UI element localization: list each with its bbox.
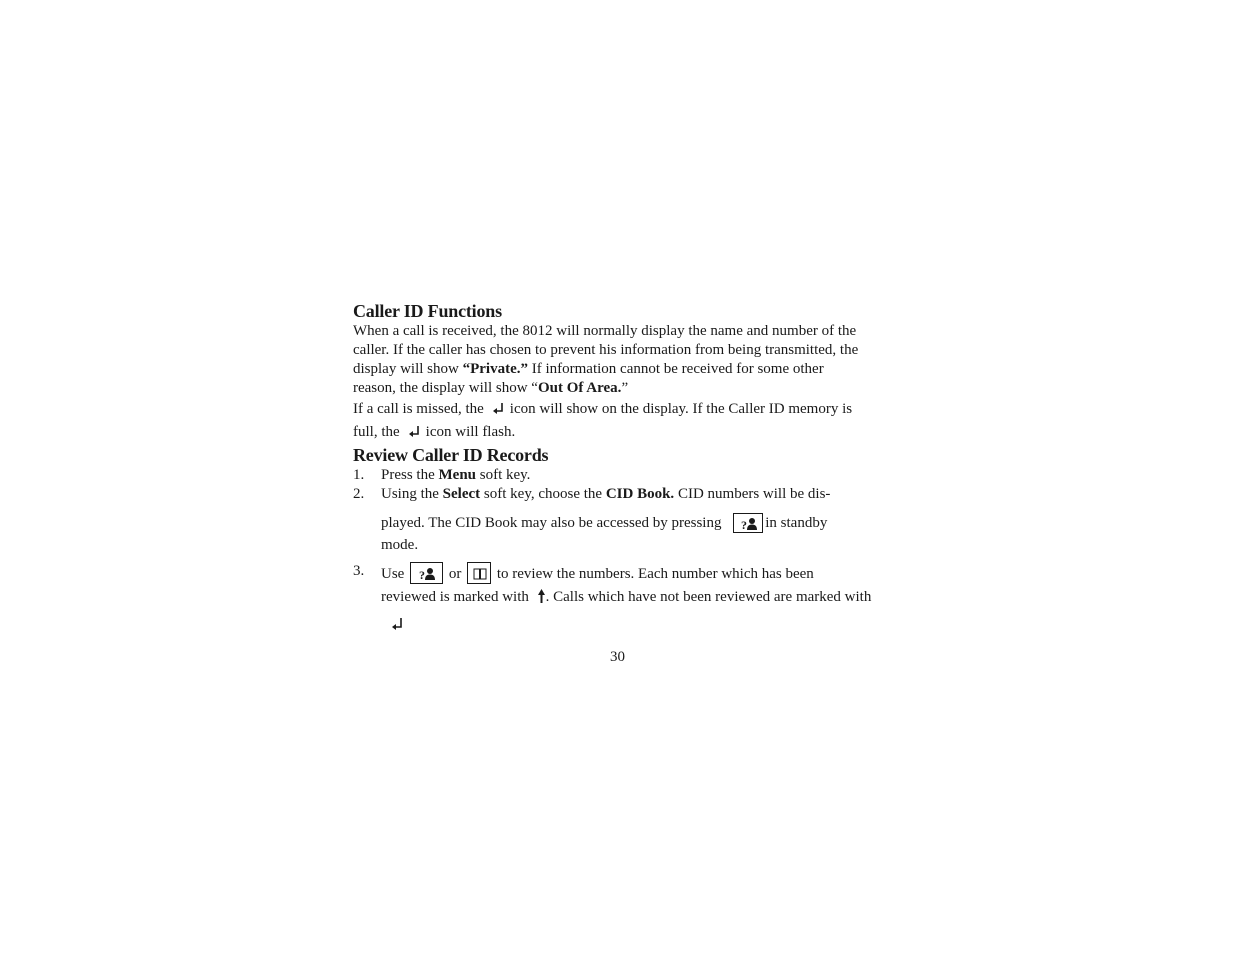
missed-call-arrow-icon	[391, 617, 405, 639]
out-of-area-label: Out Of Area.	[537, 380, 622, 396]
missed-call-arrow-icon	[408, 424, 422, 438]
text-fragment: ”	[621, 380, 629, 396]
phonebook-icon	[468, 563, 492, 585]
text-fragment: If information cannot be received for some other	[527, 361, 824, 377]
text-fragment: to review the numbers. Each number which has been	[496, 566, 814, 582]
text-fragment: Use	[381, 566, 405, 582]
phonebook-key	[467, 562, 491, 584]
section-title-review-caller-id-records: Review Caller ID Records	[353, 445, 549, 465]
text-fragment: mode.	[381, 537, 419, 553]
text-fragment: Press the	[381, 467, 439, 483]
steps-list	[353, 466, 888, 639]
caller-id-key	[733, 513, 763, 533]
step-number: 2.	[353, 486, 365, 502]
private-label: “Private.”	[462, 361, 528, 377]
menu-key-label: Menu	[438, 467, 476, 483]
step-number: 3.	[353, 563, 365, 579]
text-fragment: or	[448, 566, 462, 582]
text-fragment: . Calls which have not been reviewed are marked with	[545, 589, 872, 605]
text-fragment: reason, the display will show “	[353, 380, 538, 396]
text-line: When a call is received, the 8012 will normally display the name and number of the	[353, 323, 857, 339]
paragraph-missed-call	[353, 398, 888, 444]
svg-text:?: ?	[419, 568, 426, 582]
text-fragment: soft key.	[476, 467, 531, 483]
page-number: 30	[610, 649, 625, 665]
text-line: caller. If the caller has chosen to prevent his information from being transmitted, the	[353, 342, 859, 358]
caller-id-key	[410, 562, 443, 584]
cid-book-label: CID Book.	[605, 486, 675, 502]
text-fragment: played. The CID Book may also be accessed by pressing	[381, 515, 722, 531]
select-key-label: Select	[442, 486, 481, 502]
caller-id-person-icon	[411, 563, 444, 585]
text-fragment: icon will show on the display. If the Caller ID memory is	[509, 401, 853, 417]
text-fragment: reviewed is marked with	[381, 589, 529, 605]
section-title-caller-id-functions: Caller ID Functions	[353, 301, 502, 321]
manual-page	[353, 300, 888, 639]
text-fragment: display will show	[353, 361, 463, 377]
missed-call-arrow-icon	[492, 401, 506, 415]
step-3	[353, 562, 888, 639]
text-fragment: in standby	[765, 515, 828, 531]
text-fragment: CID numbers will be dis-	[674, 486, 831, 502]
text-fragment: If a call is missed, the	[353, 401, 484, 417]
step-number: 1.	[353, 467, 365, 483]
step-1	[353, 466, 888, 485]
text-fragment: Using the	[381, 486, 443, 502]
text-fragment: icon will flash.	[425, 424, 516, 440]
paragraph-caller-id-intro	[353, 322, 888, 398]
svg-text:?: ?	[741, 518, 748, 532]
step-2	[353, 485, 888, 555]
caller-id-person-icon	[734, 514, 764, 534]
text-fragment: full, the	[353, 424, 400, 440]
text-fragment: soft key, choose the	[480, 486, 606, 502]
reviewed-up-arrow-icon	[537, 587, 546, 613]
